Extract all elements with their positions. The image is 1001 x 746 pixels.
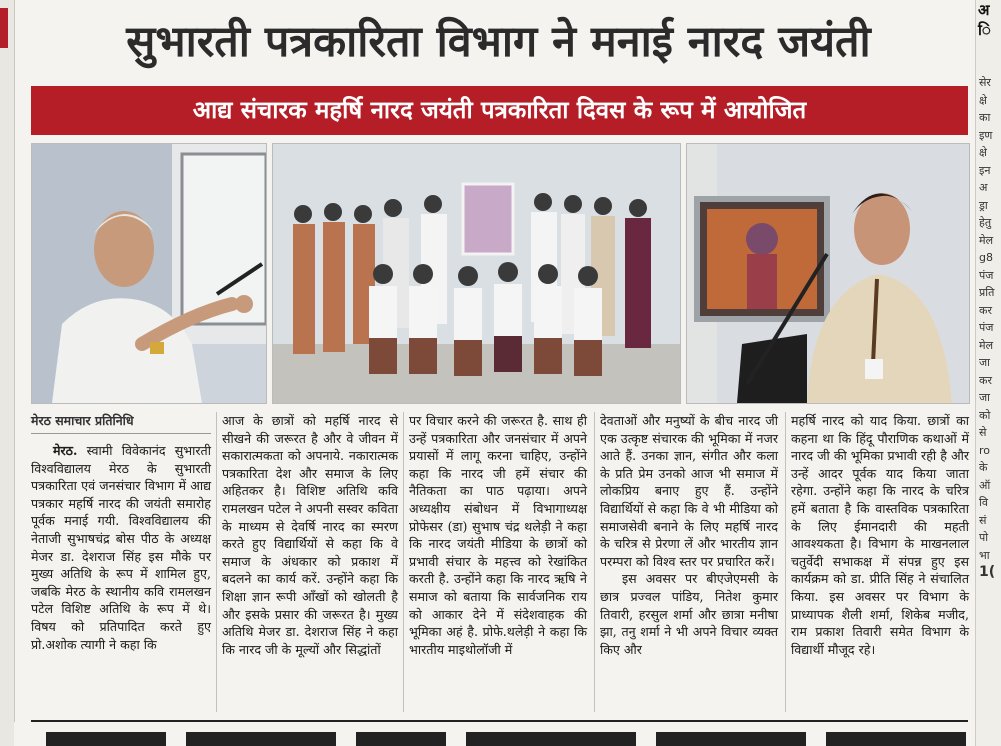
adjacent-column-line: जा bbox=[979, 356, 991, 369]
column-4-text-b: इस अवसर पर बीएजेएमसी के छात्र प्रज्वल पांडिय, नितेश कुमार तिवारी, हरसुल शर्मा और छात्रा मनीषा झा, तनु शर्मा ने भी अपने विचार व्यक्त किए और bbox=[600, 571, 778, 657]
column-2-text: आज के छात्रों को महर्षि नारद से सीखने की जरूरत है और वे जीवन में सकारात्मकता को अपनाये. नकारात्मक पत्रकारिता देश और समाज के लिए अहितकर है। विशिष्ट अतिथि कवि रामलखन पटेल ने अपनी सस्वर कविता के माध्यम से देवर्षि नारद का स्मरण करते हुए विद्यार्थियों से कहा कि वे समाज के अंधकार को प्रकाश में बदलने का कार्य करें. उन्होंने कहा कि शिक्षा ज्ञान रूपी आँखों को खोलती है और इसके प्रसार की जरूरत है। मुख्य अतिथि मेजर डा. देशराज सिंह ने कहा कि नारद जी के मूल्यों और सिद्धांतों bbox=[222, 413, 398, 657]
column-divider bbox=[403, 412, 404, 712]
column-5-text: महर्षि नारद को याद किया. छात्रों का कहना था कि हिंदू पौराणिक कथाओं में नारद जी की भूमिका प्रभावी रही है और उन्हें आदर पूर्वक याद किया जाता रहेगा. उन्होंने कहा कि नारद के चरित्र हमें बताता है कि वास्तविक पत्रकारिता के लिए ईमानदारी की महती आवश्यकता है। विभाग के माखनलाल चतुर्वेदी सभाकक्ष में संपन्न हुए इस कार्यक्रम को डा. प्रीति सिंह ने संचालित किया. इस अवसर पर विभाग के प्राध्यापक शैली शर्मा, शिकेब मजीद, राम प्रकाश तिवारी समेत विभाग के विद्यार्थी मौजूद रहे। bbox=[791, 413, 969, 657]
column-divider bbox=[216, 412, 217, 712]
article-column-3 bbox=[409, 412, 587, 658]
column-divider bbox=[594, 412, 595, 712]
adjacent-column-line: जा bbox=[979, 391, 991, 404]
adjacent-column-line: ड्रा bbox=[979, 198, 988, 212]
adjacent-column-line: इन bbox=[979, 163, 991, 177]
adjacent-column-line: ऑ bbox=[979, 478, 991, 492]
column-4-text-a: देवताओं और मनुष्यों के बीच नारद जी एक उत्कृष्ट संचारक की भूमिका में नजर आते हैं. उनका ज्ञान, संगीत और कला के प्रति प्रेम उनको आज भी समाज में लोकप्रिय बनाए हुए हैं. उन्होंने विद्यार्थियों से कहा कि वे भी मीडिया को समाजसेवी बनाने के लिए महर्षि नारद के चरित्र से प्रेरणा लें और भारतीय ज्ञान परम्परा को विश्व स्तर पर प्रचारित करें। bbox=[600, 413, 778, 569]
article-column-1 bbox=[31, 442, 211, 653]
adjacent-column-line: अ bbox=[979, 181, 988, 194]
adjacent-column-line: ro bbox=[979, 443, 991, 457]
column-divider bbox=[785, 412, 786, 712]
article-subheadline: आद्य संचारक महर्षि नारद जयंती पत्रकारिता दिवस के रूप में आयोजित bbox=[31, 86, 968, 135]
adjacent-column-line: के bbox=[979, 461, 988, 474]
adjacent-column-line: g8 bbox=[979, 251, 993, 264]
adjacent-column-line: वि bbox=[979, 496, 988, 509]
photo-group-participants bbox=[272, 143, 681, 404]
adjacent-headline-fragment: अ ि bbox=[978, 1, 991, 39]
adjacent-column-line: सेर bbox=[979, 76, 991, 89]
photo-student-speaking bbox=[686, 143, 970, 404]
adjacent-column-line: सं bbox=[979, 513, 987, 527]
article-headline: सुभारती पत्रकारिता विभाग ने मनाई नारद जयंती bbox=[126, 17, 871, 67]
red-marker bbox=[0, 8, 8, 48]
adjacent-column-line: से bbox=[979, 426, 987, 439]
adjacent-column-line: भा bbox=[979, 548, 990, 562]
adjacent-column-line: मेल bbox=[979, 338, 994, 352]
adjacent-column-line: हेतु bbox=[979, 216, 992, 229]
adjacent-column-line: क्षे bbox=[979, 93, 987, 107]
adjacent-column-line: पंज bbox=[979, 268, 994, 282]
adjacent-column-line: पो bbox=[979, 531, 989, 544]
adjacent-column-line: कर bbox=[979, 303, 992, 317]
adjacent-column-fragment bbox=[975, 0, 1001, 746]
adjacent-column-line: कर bbox=[979, 373, 992, 387]
page-left-margin bbox=[0, 0, 15, 746]
adjacent-column-line: इण bbox=[979, 128, 993, 142]
adjacent-column-number: 1( bbox=[979, 564, 996, 580]
adjacent-column-line: मेल bbox=[979, 233, 994, 247]
adjacent-column-line: प्रति bbox=[979, 286, 995, 299]
adjacent-column-line: क्षे bbox=[979, 146, 987, 159]
photo-chief-guest-speaking bbox=[31, 143, 267, 404]
article-column-4 bbox=[600, 412, 778, 658]
adjacent-column-line: को bbox=[979, 408, 991, 422]
cut-headline-shapes bbox=[36, 730, 974, 746]
dateline: मेरठ. bbox=[53, 443, 78, 458]
article-column-5 bbox=[791, 412, 969, 658]
byline: मेरठ समाचार प्रतिनिधि bbox=[31, 412, 211, 434]
adjacent-column-lines bbox=[976, 74, 1001, 582]
next-article-headline-cut bbox=[14, 722, 974, 746]
article-column-2 bbox=[222, 412, 398, 658]
adjacent-column-line: का bbox=[979, 111, 991, 124]
column-1-text: स्वामी विवेकानंद सुभारती विश्वविद्यालय मेरठ के सुभारती पत्रकारिता एवं जनसंचार विभाग में आद्य पत्रकार महर्षि नारद की जयंती समारोह पूर्वक मनाई गयी. विश्वविद्यालय की नेताजी सुभाषचंद्र बोस पीठ के अध्यक्ष मेजर डा. देशराज सिंह इस मौके पर मुख्य अतिथि के रूप में शामिल हुए, जबकि मेरठ के स्थानीय कवि रामलखन पटेल विशिष्ट अतिथि के रूप में थे। विषय को प्रतिपादित करते हुए प्रो.अशोक त्यागी ने कहा कि bbox=[31, 443, 211, 652]
adjacent-column-line: पंज bbox=[979, 321, 994, 334]
column-3-text: पर विचार करने की जरूरत है. साथ ही उन्हें पत्रकारिता और जनसंचार में अपने प्रयासों में लागू करना चाहिए, उन्होंने कहा कि नारद जी हमें संचार की नैतिकता का पाठ पढ़ाया। अपने अध्यक्षीय संबोधन में विभागाध्यक्ष प्रोफेसर (डा) सुभाष चंद्र थलेड़ी ने कहा कि नारद जयंती मीडिया के छात्रों को प्रभावी संचार के महत्त्व को रेखांकित करती है. उन्होंने कहा कि नारद ऋषि ने समाज को बताया कि सार्वजनिक राय को आकार देने में संदेशवाहक की भूमिका अहं है. प्रोफे.थलेड़ी ने कहा कि भारतीय माइथोलॉजी में bbox=[409, 413, 587, 657]
